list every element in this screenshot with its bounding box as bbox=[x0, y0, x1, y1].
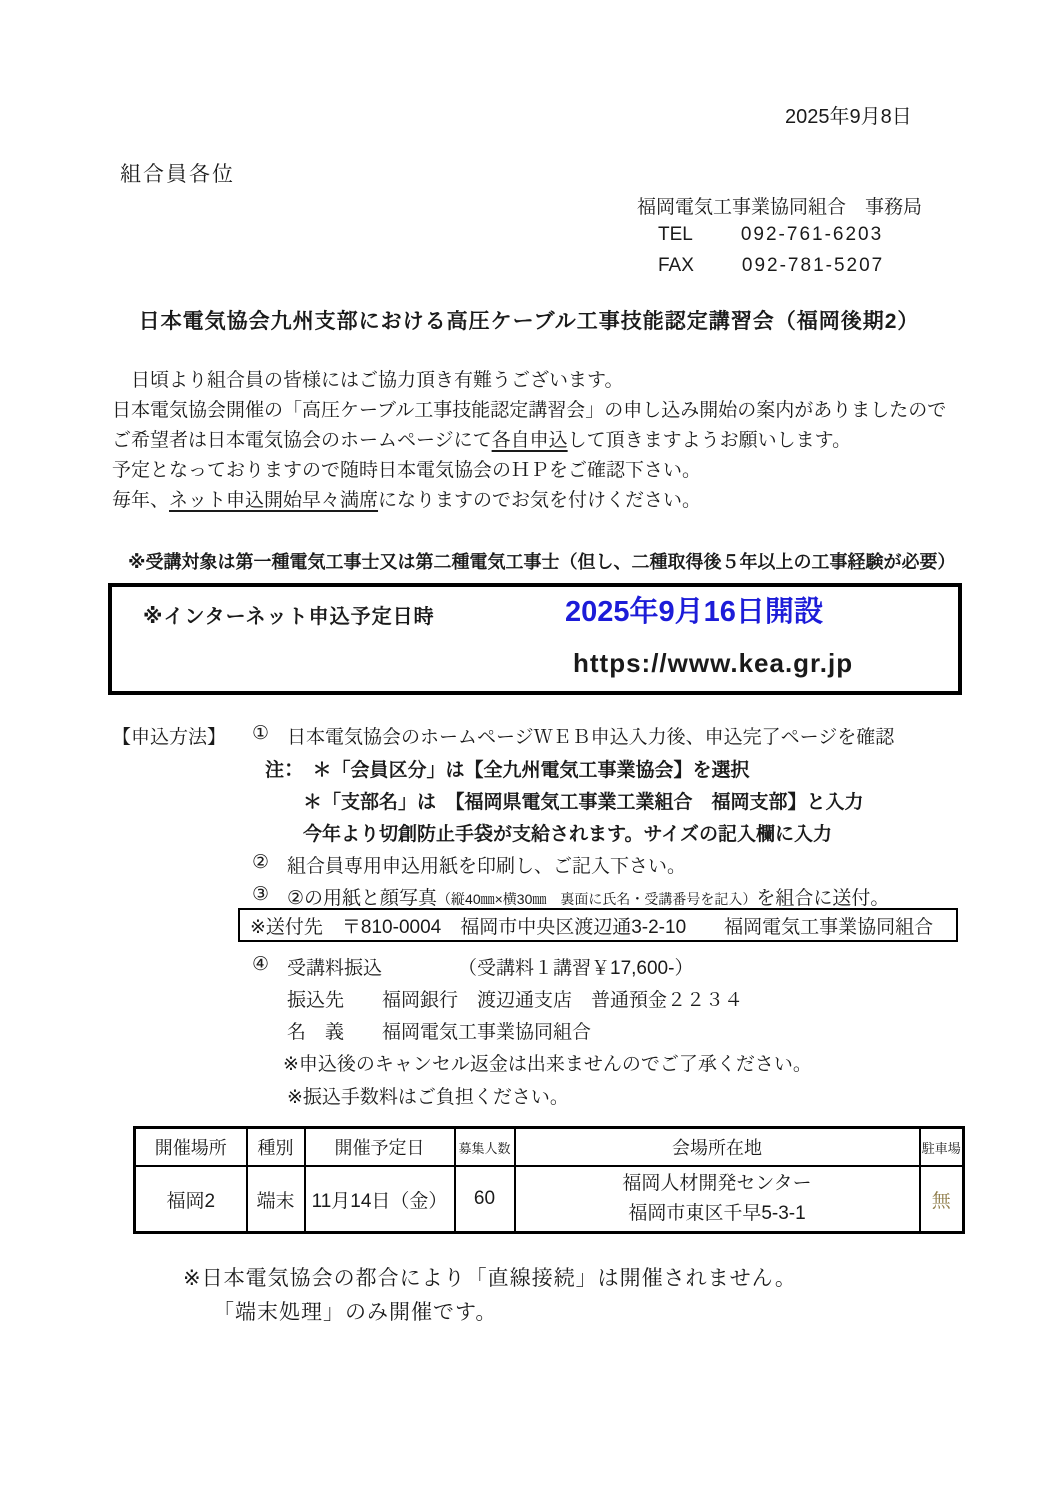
application-method-heading: 【申込方法】 bbox=[112, 727, 227, 748]
transfer-fee-note: ※振込手数料はご負担ください。 bbox=[287, 1087, 569, 1108]
body-line-5-underlined: ネット申込開始早々満席 bbox=[169, 490, 379, 511]
step4-text: 受講料振込 bbox=[287, 958, 383, 979]
internet-apply-open-date: 2025年9月16日開設 bbox=[565, 596, 823, 628]
organization-name: 福岡電気工事業協同組合 事務局 bbox=[637, 197, 923, 218]
body-line-4: 予定となっておりますので随時日本電気協会のＨＰをご確認下さい。 bbox=[112, 460, 702, 481]
bank-transfer-line: 振込先 福岡銀行 渡辺通支店 普通預金２２３４ bbox=[287, 990, 744, 1011]
eligibility-note: ※受講対象は第一種電気工事士又は第二種電気工事士（但し、二種取得後５年以上の工事経験が必要） bbox=[128, 552, 956, 572]
cell-place: 福岡2 bbox=[135, 1166, 247, 1233]
body-line-5 bbox=[112, 486, 946, 516]
step3-number: ③ bbox=[252, 884, 270, 905]
schedule-table bbox=[133, 1126, 965, 1234]
tel-number: 092-761-6203 bbox=[740, 224, 884, 245]
step3-pre: ②の用紙と顔写真 bbox=[287, 888, 438, 909]
fax-row bbox=[658, 255, 884, 277]
table-row bbox=[135, 1166, 964, 1233]
cell-type: 端末 bbox=[247, 1166, 305, 1233]
fax-number: 092-781-5207 bbox=[741, 255, 885, 276]
body-line-1: 日頃より組合員の皆様にはご協力頂き有難うございます。 bbox=[112, 370, 624, 391]
step2-text: 組合員専用申込用紙を印刷し、ご記入下さい。 bbox=[287, 856, 687, 877]
document-title: 日本電気協会九州支部における高圧ケーブル工事技能認定講習会（福岡後期2） bbox=[138, 310, 920, 333]
body-line-5-pre: 毎年、 bbox=[112, 490, 170, 511]
body-line-3-pre: ご希望者は日本電気協会のホームページにて bbox=[112, 430, 492, 451]
cancel-note: ※申込後のキャンセル返金は出来ませんのでご了承ください。 bbox=[283, 1054, 812, 1075]
tel-row bbox=[658, 224, 883, 246]
sendto-box bbox=[238, 908, 958, 942]
cell-capacity: 60 bbox=[455, 1166, 515, 1233]
header-date: 開催予定日 bbox=[305, 1128, 455, 1167]
table-header-row bbox=[135, 1128, 964, 1167]
header-parking: 駐車場 bbox=[920, 1128, 964, 1167]
body-line-3 bbox=[112, 426, 946, 456]
salutation: 組合員各位 bbox=[120, 163, 235, 186]
header-place: 開催場所 bbox=[135, 1128, 247, 1167]
body-line-2: 日本電気協会開催の「高圧ケーブル工事技能認定講習会」の申し込み開始の案内がありましたので bbox=[112, 400, 947, 421]
internet-apply-label: ※インターネット申込予定日時 bbox=[143, 606, 435, 628]
cell-venue bbox=[515, 1166, 920, 1233]
body-line-3-underlined: 各自申込 bbox=[491, 430, 568, 451]
body-line-5-post: になりますのでお気を付けください。 bbox=[378, 490, 702, 511]
tel-label: TEL bbox=[658, 224, 693, 245]
footer-note-1: ※日本電気協会の都合により「直線接続」は開催されません。 bbox=[183, 1267, 797, 1290]
cell-date: 11月14日（金） bbox=[305, 1166, 455, 1233]
step3-text bbox=[287, 883, 889, 910]
step4-number: ④ bbox=[252, 954, 270, 975]
header-venue: 会場所在地 bbox=[515, 1128, 920, 1167]
step3-photo-spec: （縦40㎜×横30㎜ 裏面に氏名・受講番号を記入） bbox=[437, 891, 757, 907]
step4-fee: （受講料１講習￥17,600-） bbox=[458, 958, 694, 979]
step1-note-2: ＊「支部名」は 【福岡県電気工事業工業組合 福岡支部】と入力 bbox=[303, 792, 864, 813]
internet-apply-url: https://www.kea.gr.jp bbox=[573, 648, 854, 678]
venue-line-1: 福岡人材開発センター bbox=[622, 1173, 812, 1194]
footer-note-2: 「端末処理」のみ開催です。 bbox=[213, 1301, 498, 1324]
cell-parking: 無 bbox=[920, 1166, 964, 1233]
step1-note-3: 今年より切創防止手袋が支給されます。サイズの記入欄に入力 bbox=[303, 824, 832, 845]
body-paragraph bbox=[112, 366, 946, 516]
fax-label: FAX bbox=[658, 255, 694, 276]
account-name-line: 名 義 福岡電気工事業協同組合 bbox=[287, 1022, 592, 1043]
sendto-text: ※送付先 〒810-0004 福岡市中央区渡辺通3-2-10 福岡電気工事業協同組合 bbox=[250, 916, 934, 938]
document-date: 2025年9月8日 bbox=[785, 106, 912, 128]
header-capacity: 募集人数 bbox=[455, 1128, 515, 1167]
step3-post: を組合に送付。 bbox=[756, 888, 890, 909]
step1-note-1: 注： ＊「会員区分」は【全九州電気工事業協会】を選択 bbox=[265, 760, 750, 781]
step1-number: ① bbox=[252, 723, 270, 744]
header-type: 種別 bbox=[247, 1128, 305, 1167]
body-line-3-post: して頂きますようお願いします。 bbox=[567, 430, 852, 451]
step1-text: 日本電気協会のホームページＷＥＢ申込入力後、申込完了ページを確認 bbox=[287, 727, 895, 748]
step2-number: ② bbox=[252, 852, 270, 873]
venue-line-2: 福岡市東区千早5-3-1 bbox=[628, 1203, 806, 1224]
